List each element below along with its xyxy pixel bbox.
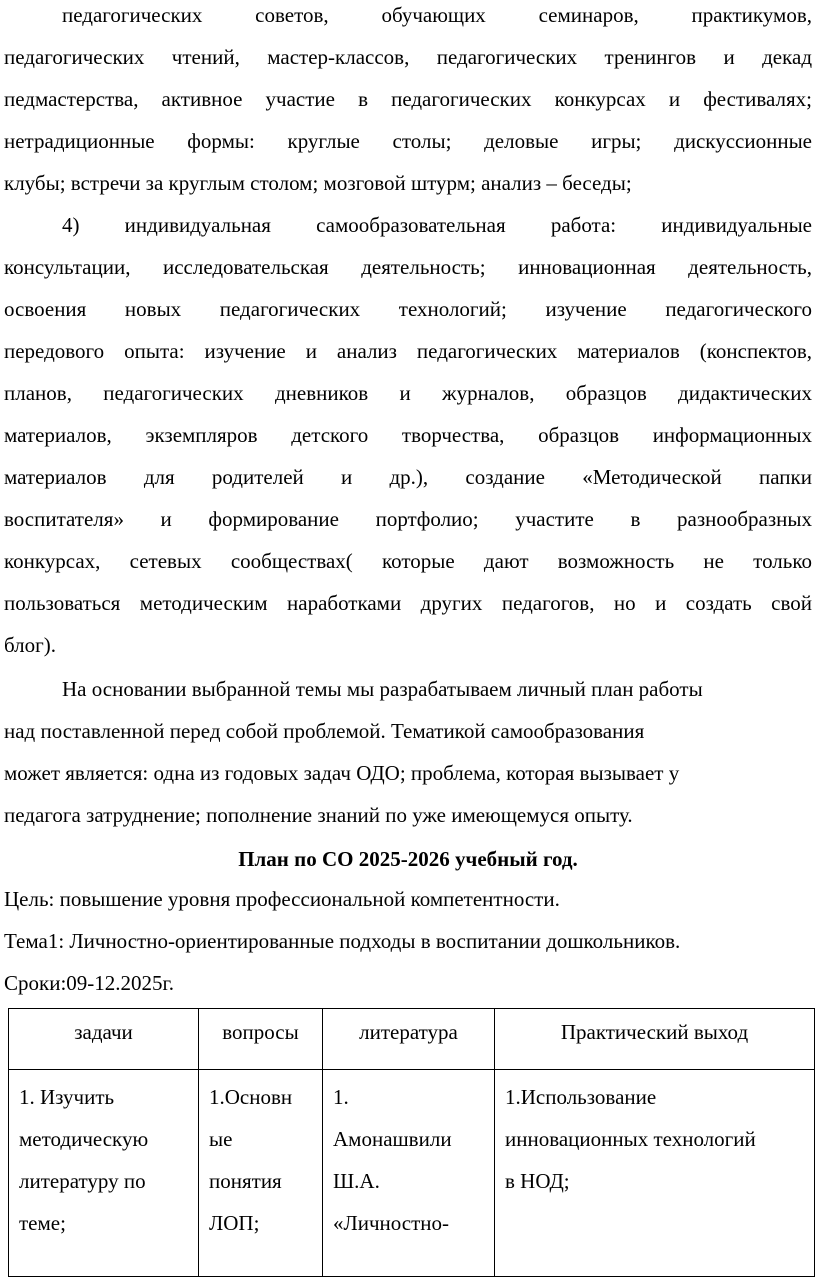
text-line: может является: одна из годовых задач ОДО; проблема, которая вызывает у — [4, 761, 680, 785]
text-line: блог). — [4, 633, 56, 657]
text-line: материалов для родителей и др.), создание «Методической папки — [4, 465, 812, 489]
cell-line: ые — [209, 1127, 233, 1151]
text-line: педагога затруднение; пополнение знаний по уже имеющемуся опыту. — [4, 803, 633, 827]
deadline-line: Сроки:09-12.2025г. — [4, 971, 175, 995]
text-line: 4) индивидуальная самообразовательная работа: индивидуальные — [62, 213, 812, 237]
text-line: педмастерства, активное участие в педагогических конкурсах и фестивалях; — [4, 87, 812, 111]
text-line: передового опыта: изучение и анализ педагогических материалов (конспектов, — [4, 339, 812, 363]
cell-line: «Личностно- — [333, 1211, 450, 1235]
plan-table — [8, 1008, 815, 1277]
cell-line: инновационных технологий — [505, 1127, 756, 1151]
table-row — [9, 1070, 815, 1277]
cell-literature — [323, 1070, 495, 1277]
text-line: освоения новых педагогических технологий; изучение педагогического — [4, 297, 812, 321]
cell-line: 1. — [333, 1085, 349, 1109]
cell-output — [495, 1070, 815, 1277]
header-cell-tasks: задачи — [9, 1009, 199, 1070]
cell-line: Амонашвили — [333, 1127, 452, 1151]
text-line: педагогических советов, обучающих семинаров, практикумов, — [62, 3, 812, 27]
cell-line: Ш.А. — [333, 1169, 380, 1193]
cell-line: литературу по — [19, 1169, 146, 1193]
cell-line: понятия — [209, 1169, 282, 1193]
cell-line: в НОД; — [505, 1169, 570, 1193]
cell-tasks — [9, 1070, 199, 1277]
text-line: консультации, исследовательская деятельность; инновационная деятельность, — [4, 255, 812, 279]
header-cell-literature: литература — [323, 1009, 495, 1070]
cell-line: методическую — [19, 1127, 149, 1151]
text-line: планов, педагогических дневников и журналов, образцов дидактических — [4, 381, 812, 405]
table-header-row — [9, 1009, 815, 1070]
text-line: пользоваться методическим наработками других педагогов, но и создать свой — [4, 591, 812, 615]
topic-line: Тема1: Личностно-ориентированные подходы в воспитании дошкольников. — [4, 929, 681, 953]
text-line: нетрадиционные формы: круглые столы; деловые игры; дискуссионные — [4, 129, 812, 153]
text-line: На основании выбранной темы мы разрабатываем личный план работы — [62, 677, 703, 701]
plan-heading: План по СО 2025-2026 учебный год. — [238, 847, 578, 871]
text-line: конкурсах, сетевых сообществах( которые дают возможность не только — [4, 549, 812, 573]
header-cell-questions: вопросы — [199, 1009, 323, 1070]
text-line: материалов, экземпляров детского творчества, образцов информационных — [4, 423, 812, 447]
cell-line: 1.Основн — [209, 1085, 293, 1109]
text-line: над поставленной перед собой проблемой. Тематикой самообразования — [4, 719, 645, 743]
text-line: воспитателя» и формирование портфолио; участите в разнообразных — [4, 507, 812, 531]
goal-line: Цель: повышение уровня профессиональной компетентности. — [4, 887, 560, 911]
cell-line: 1.Использование — [505, 1085, 657, 1109]
text-line: клубы; встречи за круглым столом; мозговой штурм; анализ – беседы; — [4, 171, 632, 195]
cell-line: ЛОП; — [209, 1211, 260, 1235]
cell-questions — [199, 1070, 323, 1277]
cell-line: 1. Изучить — [19, 1085, 115, 1109]
header-cell-output: Практический выход — [495, 1009, 815, 1070]
cell-line: теме; — [19, 1211, 66, 1235]
text-line: педагогических чтений, мастер-классов, педагогических тренингов и декад — [4, 45, 812, 69]
